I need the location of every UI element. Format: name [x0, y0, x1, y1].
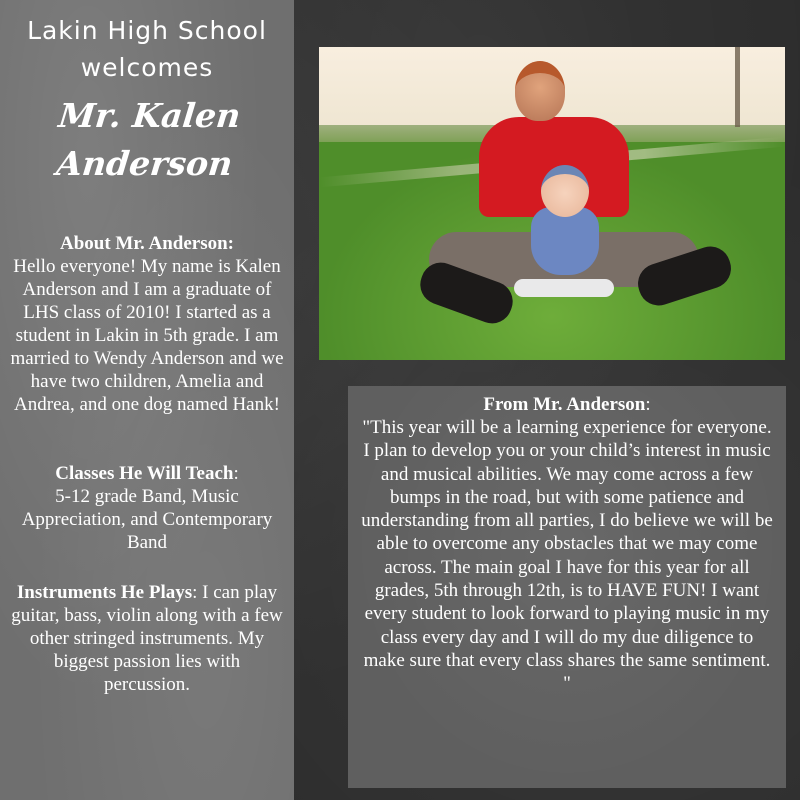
photo-baby-head [541, 165, 589, 217]
instruments-section [10, 581, 284, 696]
instruments-heading: Instruments He Plays [16, 582, 193, 603]
photo-baby-outfit [531, 207, 599, 275]
welcome-text: welcomes [80, 53, 214, 82]
quote-box [348, 386, 786, 788]
school-name: Lakin High School [27, 16, 267, 45]
teacher-name-line1: Mr. Kalen [56, 96, 243, 135]
teacher-name-line2: Anderson [54, 144, 235, 183]
about-text: Hello everyone! My name is Kalen Anderson and I am a graduate of LHS class of 2010! I started as a student in Lakin in 5th grade. I am married to Wendy Anderson and we have two children, Amelia and Andrea, and one dog named Hank! [10, 256, 284, 415]
teacher-family-photo [319, 47, 785, 360]
quote-heading-colon: : [645, 394, 651, 415]
classes-heading-colon: : [233, 463, 239, 484]
classes-heading: Classes He Will Teach [55, 463, 234, 484]
teacher-name [5, 92, 289, 188]
instruments-text: : I can play guitar, bass, violin along with a few other stringed instruments. My biggest passion lies with percussion. [11, 582, 283, 695]
quote-heading: From Mr. Anderson [483, 394, 646, 415]
photo-tree [735, 47, 775, 127]
classes-text: 5-12 grade Band, Music Appreciation, and Contemporary Band [21, 486, 273, 553]
about-heading: About Mr. Anderson: [59, 233, 234, 254]
quote-heading-line [360, 394, 774, 416]
about-section [10, 232, 284, 416]
photo-baby-shoes [514, 279, 614, 297]
quote-text: "This year will be a learning experience for everyone. I plan to develop you or your child’s interest in music and musical abilities. We may come across a few bumps in the road, but with some patience and understanding from all parties, I do believe we will be able to overcome any obstacles that we may come across. The main goal I have for this year for all grades, 5th through 12th, is to HAVE FUN! I want every student to look forward to playing music in my class every day and I will do my due diligence to make sure that every class shares the same sentiment. " [361, 417, 773, 695]
classes-section [10, 462, 284, 554]
intro-panel [0, 0, 294, 800]
photo-man-head [515, 61, 565, 121]
